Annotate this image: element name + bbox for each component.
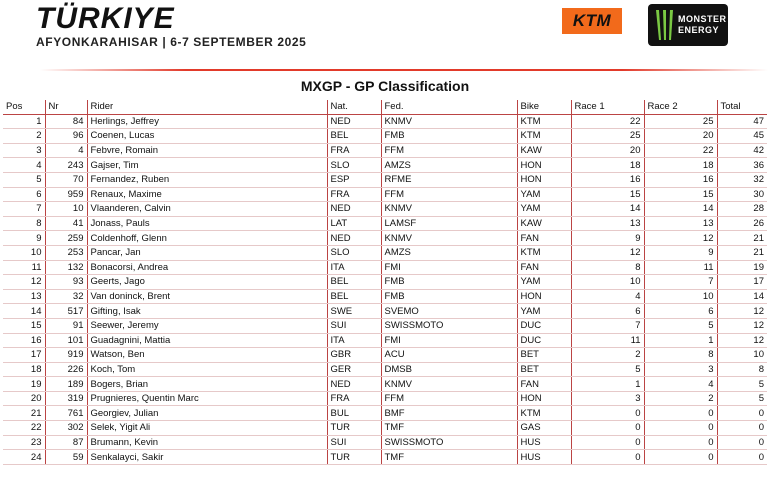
cell-race1: 9 (571, 231, 644, 246)
cell-total: 14 (717, 289, 767, 304)
column-header: Nat. (327, 100, 381, 114)
cell-rider: Coldenhoff, Glenn (87, 231, 327, 246)
column-header: Race 1 (571, 100, 644, 114)
cell-race2: 6 (644, 304, 717, 319)
cell-nat: NED (327, 231, 381, 246)
cell-bike: YAM (517, 187, 571, 202)
column-header: Bike (517, 100, 571, 114)
cell-nat: TUR (327, 421, 381, 436)
cell-pos: 5 (3, 172, 45, 187)
cell-total: 21 (717, 245, 767, 260)
cell-nr: 919 (45, 348, 87, 363)
cell-nr: 84 (45, 114, 87, 129)
cell-nr: 517 (45, 304, 87, 319)
cell-race1: 4 (571, 289, 644, 304)
cell-rider: Van doninck, Brent (87, 289, 327, 304)
cell-bike: HON (517, 172, 571, 187)
cell-bike: YAM (517, 304, 571, 319)
cell-nr: 70 (45, 172, 87, 187)
cell-total: 10 (717, 348, 767, 363)
cell-bike: FAN (517, 260, 571, 275)
cell-nr: 132 (45, 260, 87, 275)
cell-race2: 14 (644, 202, 717, 217)
monster-energy-logo (648, 4, 728, 46)
table-row (3, 318, 767, 333)
table-row (3, 450, 767, 465)
cell-race1: 14 (571, 202, 644, 217)
cell-bike: DUC (517, 333, 571, 348)
cell-race2: 7 (644, 275, 717, 290)
cell-bike: BET (517, 348, 571, 363)
cell-pos: 23 (3, 435, 45, 450)
cell-race2: 20 (644, 129, 717, 144)
table-row (3, 129, 767, 144)
cell-total: 47 (717, 114, 767, 129)
cell-pos: 15 (3, 318, 45, 333)
cell-fed: FFM (381, 391, 517, 406)
cell-pos: 8 (3, 216, 45, 231)
header-divider (40, 69, 768, 71)
cell-rider: Renaux, Maxime (87, 187, 327, 202)
ktm-logo-text: KTM (572, 11, 612, 30)
cell-total: 5 (717, 377, 767, 392)
cell-rider: Gajser, Tim (87, 158, 327, 173)
cell-rider: Febvre, Romain (87, 143, 327, 158)
cell-pos: 1 (3, 114, 45, 129)
event-subtitle: AFYONKARAHISAR | 6-7 SEPTEMBER 2025 (36, 35, 307, 49)
table-row (3, 158, 767, 173)
table-row (3, 216, 767, 231)
cell-race2: 25 (644, 114, 717, 129)
cell-fed: ACU (381, 348, 517, 363)
cell-rider: Pancar, Jan (87, 245, 327, 260)
cell-total: 26 (717, 216, 767, 231)
event-title: TÜRKIYE (36, 2, 175, 35)
cell-fed: KNMV (381, 202, 517, 217)
cell-race2: 3 (644, 362, 717, 377)
cell-pos: 19 (3, 377, 45, 392)
cell-rider: Seewer, Jeremy (87, 318, 327, 333)
cell-fed: AMZS (381, 245, 517, 260)
cell-race1: 22 (571, 114, 644, 129)
cell-total: 5 (717, 391, 767, 406)
table-row (3, 421, 767, 436)
cell-total: 12 (717, 333, 767, 348)
column-header: Rider (87, 100, 327, 114)
cell-nat: GBR (327, 348, 381, 363)
cell-nr: 253 (45, 245, 87, 260)
cell-nr: 32 (45, 289, 87, 304)
cell-nr: 259 (45, 231, 87, 246)
cell-bike: KTM (517, 245, 571, 260)
cell-nat: NED (327, 114, 381, 129)
cell-pos: 21 (3, 406, 45, 421)
cell-rider: Brumann, Kevin (87, 435, 327, 450)
cell-total: 12 (717, 304, 767, 319)
cell-nr: 302 (45, 421, 87, 436)
cell-race2: 16 (644, 172, 717, 187)
cell-bike: KAW (517, 216, 571, 231)
cell-race2: 22 (644, 143, 717, 158)
cell-bike: HON (517, 158, 571, 173)
cell-pos: 22 (3, 421, 45, 436)
cell-rider: Georgiev, Julian (87, 406, 327, 421)
cell-nat: BEL (327, 129, 381, 144)
cell-rider: Herlings, Jeffrey (87, 114, 327, 129)
cell-nr: 101 (45, 333, 87, 348)
cell-fed: TMF (381, 421, 517, 436)
cell-nr: 4 (45, 143, 87, 158)
cell-nat: FRA (327, 391, 381, 406)
cell-total: 28 (717, 202, 767, 217)
cell-pos: 17 (3, 348, 45, 363)
cell-total: 0 (717, 421, 767, 436)
monster-logo-text: MONSTER ENERGY (678, 14, 727, 35)
cell-fed: TMF (381, 450, 517, 465)
cell-race2: 8 (644, 348, 717, 363)
monster-claw-icon (654, 8, 676, 42)
cell-total: 12 (717, 318, 767, 333)
cell-rider: Vlaanderen, Calvin (87, 202, 327, 217)
cell-nr: 226 (45, 362, 87, 377)
cell-race1: 0 (571, 435, 644, 450)
cell-total: 19 (717, 260, 767, 275)
cell-total: 36 (717, 158, 767, 173)
cell-fed: FMI (381, 260, 517, 275)
cell-pos: 2 (3, 129, 45, 144)
cell-race2: 12 (644, 231, 717, 246)
cell-rider: Fernandez, Ruben (87, 172, 327, 187)
column-header: Nr (45, 100, 87, 114)
cell-rider: Koch, Tom (87, 362, 327, 377)
cell-nat: ITA (327, 260, 381, 275)
cell-race2: 0 (644, 435, 717, 450)
cell-race2: 0 (644, 421, 717, 436)
cell-nr: 91 (45, 318, 87, 333)
table-row (3, 348, 767, 363)
cell-rider: Coenen, Lucas (87, 129, 327, 144)
cell-rider: Watson, Ben (87, 348, 327, 363)
cell-nat: BEL (327, 289, 381, 304)
table-row (3, 362, 767, 377)
cell-bike: DUC (517, 318, 571, 333)
cell-race2: 2 (644, 391, 717, 406)
cell-race1: 6 (571, 304, 644, 319)
cell-rider: Bogers, Brian (87, 377, 327, 392)
cell-nat: ESP (327, 172, 381, 187)
table-row (3, 289, 767, 304)
cell-nat: NED (327, 377, 381, 392)
cell-fed: SWISSMOTO (381, 435, 517, 450)
cell-rider: Geerts, Jago (87, 275, 327, 290)
cell-fed: RFME (381, 172, 517, 187)
cell-fed: SWISSMOTO (381, 318, 517, 333)
table-body (3, 114, 767, 464)
cell-bike: HUS (517, 435, 571, 450)
cell-race2: 11 (644, 260, 717, 275)
cell-total: 42 (717, 143, 767, 158)
cell-total: 45 (717, 129, 767, 144)
cell-fed: FMI (381, 333, 517, 348)
cell-fed: AMZS (381, 158, 517, 173)
cell-nat: SLO (327, 158, 381, 173)
cell-nat: FRA (327, 187, 381, 202)
cell-pos: 7 (3, 202, 45, 217)
cell-nat: NED (327, 202, 381, 217)
cell-rider: Selek, Yigit Ali (87, 421, 327, 436)
cell-fed: LAMSF (381, 216, 517, 231)
table-row (3, 435, 767, 450)
cell-race2: 15 (644, 187, 717, 202)
table-row (3, 231, 767, 246)
cell-nr: 93 (45, 275, 87, 290)
cell-nr: 87 (45, 435, 87, 450)
cell-race2: 5 (644, 318, 717, 333)
cell-nat: SUI (327, 435, 381, 450)
cell-race1: 3 (571, 391, 644, 406)
cell-race2: 18 (644, 158, 717, 173)
cell-race2: 4 (644, 377, 717, 392)
cell-race1: 16 (571, 172, 644, 187)
cell-race2: 9 (644, 245, 717, 260)
cell-fed: KNMV (381, 377, 517, 392)
cell-bike: FAN (517, 231, 571, 246)
cell-bike: HON (517, 289, 571, 304)
cell-race1: 11 (571, 333, 644, 348)
cell-nr: 319 (45, 391, 87, 406)
page-title: MXGP - GP Classification (300, 78, 470, 94)
cell-fed: FMB (381, 289, 517, 304)
cell-fed: FMB (381, 275, 517, 290)
cell-nat: BUL (327, 406, 381, 421)
table-row (3, 260, 767, 275)
table-row (3, 172, 767, 187)
cell-fed: KNMV (381, 114, 517, 129)
table-row (3, 377, 767, 392)
cell-bike: GAS (517, 421, 571, 436)
cell-pos: 20 (3, 391, 45, 406)
cell-nat: SLO (327, 245, 381, 260)
cell-race2: 1 (644, 333, 717, 348)
table-row (3, 391, 767, 406)
cell-race1: 8 (571, 260, 644, 275)
cell-rider: Senkalayci, Sakir (87, 450, 327, 465)
cell-total: 8 (717, 362, 767, 377)
cell-total: 32 (717, 172, 767, 187)
cell-race1: 0 (571, 450, 644, 465)
cell-nat: GER (327, 362, 381, 377)
cell-bike: YAM (517, 202, 571, 217)
cell-nr: 10 (45, 202, 87, 217)
cell-pos: 11 (3, 260, 45, 275)
cell-rider: Jonass, Pauls (87, 216, 327, 231)
cell-pos: 3 (3, 143, 45, 158)
cell-total: 17 (717, 275, 767, 290)
cell-pos: 12 (3, 275, 45, 290)
cell-bike: BET (517, 362, 571, 377)
cell-nat: TUR (327, 450, 381, 465)
cell-bike: FAN (517, 377, 571, 392)
column-header: Total (717, 100, 767, 114)
cell-race1: 20 (571, 143, 644, 158)
cell-race1: 13 (571, 216, 644, 231)
cell-nr: 761 (45, 406, 87, 421)
cell-race2: 10 (644, 289, 717, 304)
cell-bike: HON (517, 391, 571, 406)
cell-bike: YAM (517, 275, 571, 290)
table-row (3, 245, 767, 260)
cell-total: 0 (717, 406, 767, 421)
cell-rider: Prugnieres, Quentin Marc (87, 391, 327, 406)
cell-race2: 13 (644, 216, 717, 231)
cell-race1: 12 (571, 245, 644, 260)
cell-nr: 59 (45, 450, 87, 465)
cell-nr: 96 (45, 129, 87, 144)
cell-pos: 9 (3, 231, 45, 246)
column-header: Race 2 (644, 100, 717, 114)
cell-fed: DMSB (381, 362, 517, 377)
cell-race1: 7 (571, 318, 644, 333)
table-row (3, 275, 767, 290)
cell-bike: KTM (517, 406, 571, 421)
cell-nat: FRA (327, 143, 381, 158)
table-row (3, 143, 767, 158)
cell-fed: BMF (381, 406, 517, 421)
cell-race1: 5 (571, 362, 644, 377)
cell-nr: 243 (45, 158, 87, 173)
cell-pos: 14 (3, 304, 45, 319)
cell-rider: Guadagnini, Mattia (87, 333, 327, 348)
cell-fed: FFM (381, 187, 517, 202)
cell-nr: 189 (45, 377, 87, 392)
cell-race1: 1 (571, 377, 644, 392)
table-row (3, 202, 767, 217)
cell-pos: 16 (3, 333, 45, 348)
cell-rider: Gifting, Isak (87, 304, 327, 319)
cell-total: 21 (717, 231, 767, 246)
cell-fed: FFM (381, 143, 517, 158)
cell-nat: ITA (327, 333, 381, 348)
cell-race2: 0 (644, 450, 717, 465)
cell-bike: KTM (517, 114, 571, 129)
cell-bike: KTM (517, 129, 571, 144)
table-row (3, 304, 767, 319)
cell-nat: SWE (327, 304, 381, 319)
cell-bike: HUS (517, 450, 571, 465)
cell-nr: 959 (45, 187, 87, 202)
cell-pos: 13 (3, 289, 45, 304)
cell-fed: FMB (381, 129, 517, 144)
cell-nat: SUI (327, 318, 381, 333)
cell-rider: Bonacorsi, Andrea (87, 260, 327, 275)
cell-race1: 18 (571, 158, 644, 173)
cell-race1: 0 (571, 421, 644, 436)
cell-race1: 25 (571, 129, 644, 144)
cell-race1: 10 (571, 275, 644, 290)
table-row (3, 406, 767, 421)
table-row (3, 333, 767, 348)
table-row (3, 114, 767, 129)
cell-total: 30 (717, 187, 767, 202)
cell-pos: 6 (3, 187, 45, 202)
cell-bike: KAW (517, 143, 571, 158)
cell-fed: KNMV (381, 231, 517, 246)
cell-race1: 2 (571, 348, 644, 363)
classification-table (3, 100, 767, 465)
cell-nat: LAT (327, 216, 381, 231)
cell-nat: BEL (327, 275, 381, 290)
cell-pos: 10 (3, 245, 45, 260)
cell-total: 0 (717, 435, 767, 450)
column-header: Pos (3, 100, 45, 114)
cell-pos: 18 (3, 362, 45, 377)
cell-pos: 24 (3, 450, 45, 465)
document-header (0, 0, 770, 75)
cell-nr: 41 (45, 216, 87, 231)
cell-total: 0 (717, 450, 767, 465)
cell-race2: 0 (644, 406, 717, 421)
table-row (3, 187, 767, 202)
column-header: Fed. (381, 100, 517, 114)
ktm-logo (562, 8, 622, 34)
table-header-row (3, 100, 767, 114)
cell-race1: 0 (571, 406, 644, 421)
cell-pos: 4 (3, 158, 45, 173)
cell-fed: SVEMO (381, 304, 517, 319)
cell-race1: 15 (571, 187, 644, 202)
